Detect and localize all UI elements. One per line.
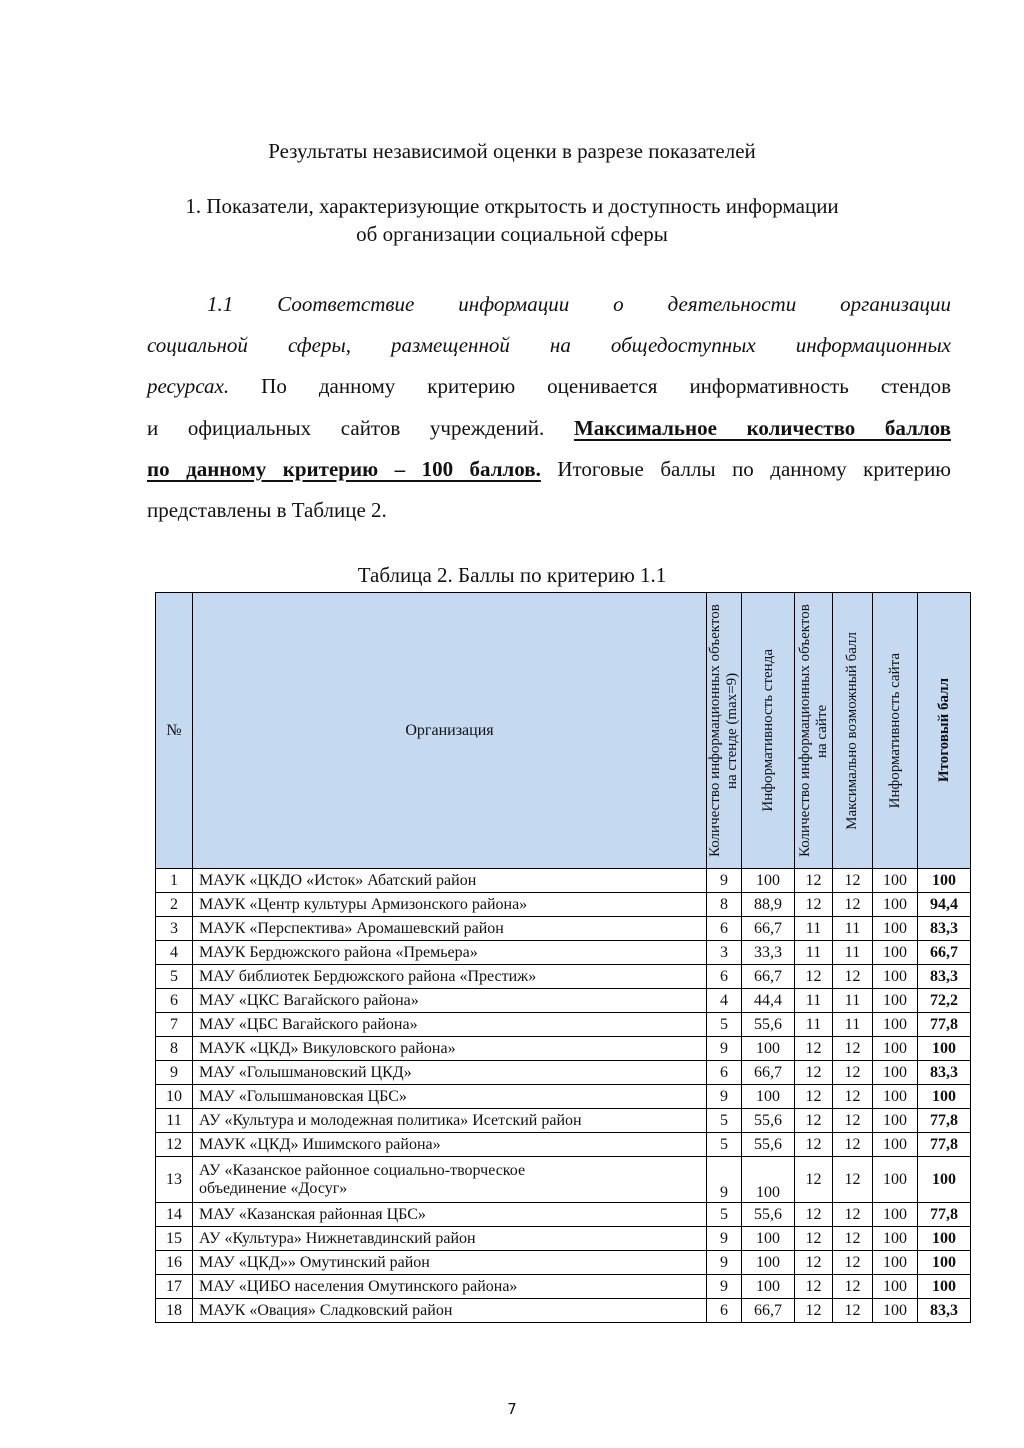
header-site-informativeness bbox=[873, 593, 918, 869]
organization-name: МАУК «ЦКД» Ишимского района» bbox=[199, 1135, 441, 1153]
stand-objects-cell: 6 bbox=[707, 1299, 742, 1323]
max-score-emphasis: по данному критерию – 100 баллов. bbox=[147, 456, 541, 481]
organization-cell bbox=[193, 1133, 707, 1157]
header-stand-informativeness bbox=[742, 593, 795, 869]
table-row bbox=[156, 989, 971, 1013]
total-score-cell: 83,3 bbox=[918, 1061, 971, 1085]
stand-objects-cell: 9 bbox=[707, 869, 742, 893]
header-total-score bbox=[918, 593, 971, 869]
site-objects-cell: 11 bbox=[795, 941, 833, 965]
organization-cell bbox=[193, 1275, 707, 1299]
paragraph-text: и официальных сайтов учреждений. bbox=[147, 415, 574, 440]
max-score-cell: 12 bbox=[833, 1061, 873, 1085]
max-score-cell: 11 bbox=[833, 917, 873, 941]
stand-objects-cell: 9 bbox=[707, 1085, 742, 1109]
site-informativeness-cell: 100 bbox=[873, 1299, 918, 1323]
stand-informativeness-cell: 55,6 bbox=[742, 1013, 795, 1037]
stand-objects-cell: 5 bbox=[707, 1109, 742, 1133]
site-objects-cell: 12 bbox=[795, 1251, 833, 1275]
site-informativeness-cell: 100 bbox=[873, 965, 918, 989]
site-informativeness-cell: 100 bbox=[873, 1037, 918, 1061]
page-number: 7 bbox=[507, 1400, 517, 1418]
site-informativeness-cell: 100 bbox=[873, 941, 918, 965]
row-number-cell: 14 bbox=[156, 1203, 193, 1227]
stand-objects-cell: 8 bbox=[707, 893, 742, 917]
table-row bbox=[156, 965, 971, 989]
organization-name: МАУК «ЦКДО «Исток» Абатский район bbox=[199, 871, 477, 889]
table-row bbox=[156, 1157, 971, 1203]
organization-cell bbox=[193, 869, 707, 893]
stand-informativeness-cell: 55,6 bbox=[742, 1203, 795, 1227]
site-informativeness-cell: 100 bbox=[873, 1013, 918, 1037]
table-row bbox=[156, 1109, 971, 1133]
total-score-cell: 66,7 bbox=[918, 941, 971, 965]
site-objects-cell: 12 bbox=[795, 1133, 833, 1157]
stand-informativeness-cell: 100 bbox=[742, 1251, 795, 1275]
paragraph-line bbox=[147, 408, 951, 449]
stand-informativeness-cell: 100 bbox=[742, 1157, 795, 1203]
stand-objects-cell: 9 bbox=[707, 1251, 742, 1275]
site-objects-cell: 12 bbox=[795, 1203, 833, 1227]
section-heading-line-1: 1. Показатели, характеризующие открытость и доступность информации bbox=[185, 194, 839, 218]
organization-name: МАУК «Перспектива» Аромашевский район bbox=[199, 919, 504, 937]
total-score-cell: 77,8 bbox=[918, 1013, 971, 1037]
header-label: Информативность сайта bbox=[886, 652, 903, 809]
site-informativeness-cell: 100 bbox=[873, 1109, 918, 1133]
total-score-cell: 77,8 bbox=[918, 1109, 971, 1133]
row-number-cell: 4 bbox=[156, 941, 193, 965]
organization-name: МАУК «Центр культуры Армизонского района» bbox=[199, 895, 528, 913]
header-organization: Организация bbox=[193, 593, 707, 869]
table-row bbox=[156, 1275, 971, 1299]
stand-informativeness-cell: 66,7 bbox=[742, 1299, 795, 1323]
criterion-paragraph bbox=[147, 284, 951, 531]
row-number-cell: 12 bbox=[156, 1133, 193, 1157]
stand-informativeness-cell: 55,6 bbox=[742, 1109, 795, 1133]
max-score-cell: 12 bbox=[833, 1203, 873, 1227]
row-number-cell: 18 bbox=[156, 1299, 193, 1323]
table-row bbox=[156, 1299, 971, 1323]
header-label: Количество информационных объектов на стенде (max=9) bbox=[707, 604, 740, 857]
organization-cell bbox=[193, 1061, 707, 1085]
paragraph-line bbox=[147, 284, 951, 325]
table-row bbox=[156, 1013, 971, 1037]
total-score-cell: 83,3 bbox=[918, 965, 971, 989]
site-objects-cell: 12 bbox=[795, 893, 833, 917]
site-objects-cell: 12 bbox=[795, 1085, 833, 1109]
stand-informativeness-cell: 66,7 bbox=[742, 917, 795, 941]
site-objects-cell: 12 bbox=[795, 1299, 833, 1323]
stand-objects-cell: 6 bbox=[707, 917, 742, 941]
row-number-cell: 17 bbox=[156, 1275, 193, 1299]
stand-informativeness-cell: 66,7 bbox=[742, 965, 795, 989]
stand-informativeness-cell: 66,7 bbox=[742, 1061, 795, 1085]
section-heading-line-2: об организации социальной сферы bbox=[356, 222, 668, 246]
row-number-cell: 15 bbox=[156, 1227, 193, 1251]
header-label: Максимально возможный балл bbox=[844, 631, 860, 830]
site-objects-cell: 11 bbox=[795, 917, 833, 941]
organization-name: МАУ библиотек Бердюжского района «Престиж» bbox=[199, 967, 537, 985]
site-informativeness-cell: 100 bbox=[873, 869, 918, 893]
row-number-cell: 11 bbox=[156, 1109, 193, 1133]
organization-cell bbox=[193, 1203, 707, 1227]
organization-cell bbox=[193, 1157, 707, 1203]
organization-name: МАУ «Голышмановский ЦКД» bbox=[199, 1063, 412, 1081]
total-score-cell: 100 bbox=[918, 1037, 971, 1061]
organization-name: МАУК Бердюжского района «Премьера» bbox=[199, 943, 478, 961]
organization-cell bbox=[193, 1013, 707, 1037]
paragraph-text: представлены в Таблице 2. bbox=[147, 497, 387, 522]
max-score-cell: 12 bbox=[833, 1299, 873, 1323]
site-informativeness-cell: 100 bbox=[873, 1061, 918, 1085]
organization-cell bbox=[193, 917, 707, 941]
paragraph-line bbox=[147, 366, 951, 407]
stand-objects-cell: 9 bbox=[707, 1275, 742, 1299]
total-score-cell: 94,4 bbox=[918, 893, 971, 917]
row-number-cell: 1 bbox=[156, 869, 193, 893]
organization-cell bbox=[193, 941, 707, 965]
max-score-cell: 12 bbox=[833, 1275, 873, 1299]
table-row bbox=[156, 1227, 971, 1251]
max-score-emphasis: Максимальное количество баллов bbox=[573, 415, 951, 440]
organization-name: МАУК «ЦКД» Викуловского района» bbox=[199, 1039, 456, 1057]
row-number-cell: 9 bbox=[156, 1061, 193, 1085]
header-site-objects-count bbox=[795, 593, 833, 869]
table-row bbox=[156, 1085, 971, 1109]
site-objects-cell: 12 bbox=[795, 1061, 833, 1085]
organization-name: МАУ «ЦБС Вагайского района» bbox=[199, 1015, 418, 1033]
total-score-cell: 77,8 bbox=[918, 1203, 971, 1227]
site-informativeness-cell: 100 bbox=[873, 1133, 918, 1157]
page-title: Результаты независимой оценки в разрезе показателей bbox=[268, 139, 756, 163]
header-stand-objects-count bbox=[707, 593, 742, 869]
table-caption: Таблица 2. Баллы по критерию 1.1 bbox=[357, 563, 667, 587]
stand-informativeness-cell: 100 bbox=[742, 1227, 795, 1251]
organization-name: МАУ «Казанская районная ЦБС» bbox=[199, 1205, 426, 1223]
total-score-cell: 100 bbox=[918, 1251, 971, 1275]
organization-name: МАУ «ЦКС Вагайского района» bbox=[199, 991, 419, 1009]
table-row bbox=[156, 869, 971, 893]
total-score-cell: 100 bbox=[918, 1085, 971, 1109]
table-row bbox=[156, 941, 971, 965]
stand-informativeness-cell: 100 bbox=[742, 1037, 795, 1061]
stand-objects-cell: 3 bbox=[707, 941, 742, 965]
max-score-cell: 12 bbox=[833, 893, 873, 917]
organization-cell bbox=[193, 1251, 707, 1275]
organization-cell bbox=[193, 1109, 707, 1133]
total-score-cell: 100 bbox=[918, 1157, 971, 1203]
organization-name: АУ «Культура» Нижнетавдинский район bbox=[199, 1229, 476, 1247]
max-score-cell: 12 bbox=[833, 965, 873, 989]
max-score-cell: 12 bbox=[833, 1109, 873, 1133]
site-objects-cell: 11 bbox=[795, 1013, 833, 1037]
stand-informativeness-cell: 100 bbox=[742, 1275, 795, 1299]
organization-name: АУ «Казанское районное социально-творческое bbox=[199, 1161, 526, 1179]
table-row bbox=[156, 893, 971, 917]
site-informativeness-cell: 100 bbox=[873, 917, 918, 941]
organization-name: МАУ «ЦКД»» Омутинский район bbox=[199, 1253, 430, 1271]
max-score-cell: 12 bbox=[833, 869, 873, 893]
site-objects-cell: 12 bbox=[795, 1037, 833, 1061]
paragraph-text: Итоговые баллы по данному критерию bbox=[540, 456, 951, 481]
total-score-cell: 100 bbox=[918, 869, 971, 893]
total-score-cell: 100 bbox=[918, 1227, 971, 1251]
stand-objects-cell: 4 bbox=[707, 989, 742, 1013]
total-score-cell: 83,3 bbox=[918, 1299, 971, 1323]
header-number: № bbox=[156, 593, 193, 869]
site-objects-cell: 11 bbox=[795, 989, 833, 1013]
organization-cell bbox=[193, 1085, 707, 1109]
table-row bbox=[156, 1251, 971, 1275]
site-informativeness-cell: 100 bbox=[873, 1085, 918, 1109]
stand-objects-cell: 9 bbox=[707, 1157, 742, 1203]
header-label: Итоговый балл bbox=[935, 678, 952, 783]
total-score-cell: 77,8 bbox=[918, 1133, 971, 1157]
row-number-cell: 13 bbox=[156, 1157, 193, 1203]
organization-name-continued: объединение «Досуг» bbox=[199, 1179, 348, 1197]
organization-name: МАУК «Овация» Сладковский район bbox=[199, 1301, 453, 1319]
stand-informativeness-cell: 88,9 bbox=[742, 893, 795, 917]
row-number-cell: 3 bbox=[156, 917, 193, 941]
stand-informativeness-cell: 100 bbox=[742, 1085, 795, 1109]
organization-cell bbox=[193, 989, 707, 1013]
stand-objects-cell: 9 bbox=[707, 1037, 742, 1061]
stand-informativeness-cell: 55,6 bbox=[742, 1133, 795, 1157]
site-informativeness-cell: 100 bbox=[873, 989, 918, 1013]
stand-objects-cell: 6 bbox=[707, 1061, 742, 1085]
organization-name: МАУ «Голышмановская ЦБС» bbox=[199, 1087, 407, 1105]
stand-objects-cell: 5 bbox=[707, 1133, 742, 1157]
site-informativeness-cell: 100 bbox=[873, 1203, 918, 1227]
max-score-cell: 11 bbox=[833, 1013, 873, 1037]
stand-objects-cell: 9 bbox=[707, 1227, 742, 1251]
max-score-cell: 11 bbox=[833, 989, 873, 1013]
row-number-cell: 16 bbox=[156, 1251, 193, 1275]
site-objects-cell: 12 bbox=[795, 1157, 833, 1203]
total-score-cell: 72,2 bbox=[918, 989, 971, 1013]
stand-informativeness-cell: 33,3 bbox=[742, 941, 795, 965]
paragraph-line bbox=[147, 490, 951, 531]
organization-name: АУ «Культура и молодежная политика» Исетский район bbox=[199, 1111, 582, 1129]
max-score-cell: 11 bbox=[833, 941, 873, 965]
table-row bbox=[156, 1203, 971, 1227]
stand-objects-cell: 5 bbox=[707, 1203, 742, 1227]
site-informativeness-cell: 100 bbox=[873, 1157, 918, 1203]
max-score-cell: 12 bbox=[833, 1133, 873, 1157]
row-number-cell: 10 bbox=[156, 1085, 193, 1109]
max-score-cell: 12 bbox=[833, 1251, 873, 1275]
row-number-cell: 5 bbox=[156, 965, 193, 989]
criterion-title-text: социальной сферы, размещенной на общедоступных информационных bbox=[147, 333, 951, 358]
criterion-title-text: ресурсах. bbox=[147, 374, 230, 399]
site-objects-cell: 12 bbox=[795, 1275, 833, 1299]
row-number-cell: 2 bbox=[156, 893, 193, 917]
site-informativeness-cell: 100 bbox=[873, 1251, 918, 1275]
site-objects-cell: 12 bbox=[795, 965, 833, 989]
paragraph-line bbox=[147, 449, 951, 490]
organization-cell bbox=[193, 893, 707, 917]
site-objects-cell: 12 bbox=[795, 869, 833, 893]
table-header-row bbox=[156, 593, 971, 869]
table-row bbox=[156, 1061, 971, 1085]
criterion-scores-table bbox=[155, 592, 971, 1323]
paragraph-text: По данному критерию оценивается информативность стендов bbox=[229, 374, 951, 399]
table-row bbox=[156, 1037, 971, 1061]
site-objects-cell: 12 bbox=[795, 1227, 833, 1251]
header-max-possible-score bbox=[833, 593, 873, 869]
row-number-cell: 6 bbox=[156, 989, 193, 1013]
row-number-cell: 7 bbox=[156, 1013, 193, 1037]
stand-objects-cell: 6 bbox=[707, 965, 742, 989]
max-score-cell: 12 bbox=[833, 1037, 873, 1061]
table-row bbox=[156, 1133, 971, 1157]
organization-cell bbox=[193, 965, 707, 989]
stand-informativeness-cell: 44,4 bbox=[742, 989, 795, 1013]
max-score-cell: 12 bbox=[833, 1157, 873, 1203]
criterion-title-text: 1.1 Соответствие информации о деятельности организации bbox=[207, 292, 951, 316]
site-informativeness-cell: 100 bbox=[873, 1275, 918, 1299]
max-score-cell: 12 bbox=[833, 1085, 873, 1109]
organization-name: МАУ «ЦИБО населения Омутинского района» bbox=[199, 1277, 518, 1295]
organization-cell bbox=[193, 1227, 707, 1251]
organization-cell bbox=[193, 1037, 707, 1061]
total-score-cell: 100 bbox=[918, 1275, 971, 1299]
site-objects-cell: 12 bbox=[795, 1109, 833, 1133]
paragraph-line bbox=[147, 325, 951, 366]
stand-informativeness-cell: 100 bbox=[742, 869, 795, 893]
stand-objects-cell: 5 bbox=[707, 1013, 742, 1037]
site-informativeness-cell: 100 bbox=[873, 1227, 918, 1251]
table-row bbox=[156, 917, 971, 941]
max-score-cell: 12 bbox=[833, 1227, 873, 1251]
header-label: Информативность стенда bbox=[759, 649, 776, 812]
organization-cell bbox=[193, 1299, 707, 1323]
header-label: Количество информационных объектов на сайте bbox=[796, 604, 830, 857]
row-number-cell: 8 bbox=[156, 1037, 193, 1061]
site-informativeness-cell: 100 bbox=[873, 893, 918, 917]
total-score-cell: 83,3 bbox=[918, 917, 971, 941]
